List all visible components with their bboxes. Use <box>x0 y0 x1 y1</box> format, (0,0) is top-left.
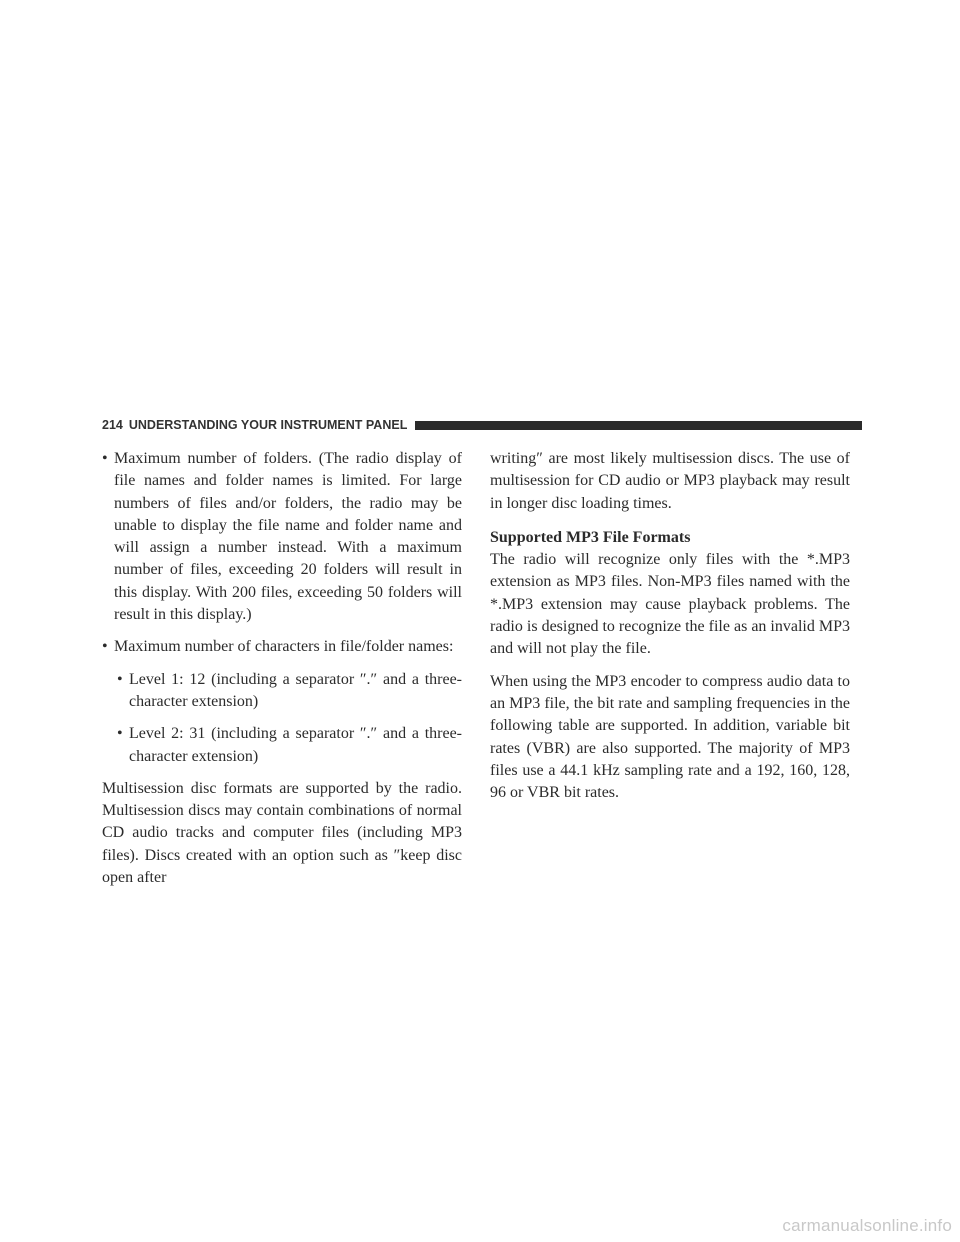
bullet-icon: • <box>102 638 108 656</box>
bullet-icon: • <box>117 725 123 743</box>
header-rule <box>415 421 862 430</box>
section-heading: Supported MP3 File Formats <box>490 528 691 546</box>
right-column <box>490 448 850 814</box>
list-item <box>102 448 462 626</box>
paragraph: The radio will recognize only files with the *.MP3 extension as MP3 files. Non-MP3 files named with the *.MP3 extension may cause playback problems. The radio is designed to recognize the file as an invalid MP3 and will not play the file. <box>490 551 850 658</box>
left-column <box>102 448 462 899</box>
list-item <box>102 636 462 658</box>
bullet-text: Level 1: 12 (including a separator ″.″ and a three-character extension) <box>129 670 462 710</box>
bullet-text: Maximum number of folders. (The radio display of file names and folder names is limited. For large numbers of files and/or folders, the radio may be unable to display the file name and folder name and will assign a number instead. With a maximum number of files, exceeding 20 folders will result in this display. With 200 files, exceeding 50 folders will result in this display.) <box>114 450 462 624</box>
page-header <box>102 418 862 432</box>
paragraph: When using the MP3 encoder to compress audio data to an MP3 file, the bit rate and sampling frequencies in the following table are supported. In addition, variable bit rates (VBR) are also supported. The majority of MP3 files use a 44.1 kHz sampling rate and a 192, 160, 128, 96 or VBR bit rates. <box>490 672 850 802</box>
bullet-icon: • <box>102 450 108 467</box>
paragraph: writing″ are most likely multisession discs. The use of multisession for CD audio or MP3 playback may result in longer disc loading times. <box>490 450 850 512</box>
bullet-icon: • <box>117 670 123 688</box>
paragraph: Multisession disc formats are supported by the radio. Multisession discs may contain combinations of normal CD audio tracks and computer files (including MP3 files). Discs created with an option such as ″keep disc open after <box>102 779 462 887</box>
sub-list-item <box>117 669 462 714</box>
bullet-text: Level 2: 31 (including a separator ″.″ and a three-character extension) <box>129 725 462 765</box>
watermark: carmanualsonline.info <box>782 1216 952 1235</box>
bullet-text: Maximum number of characters in file/folder names: <box>114 638 454 656</box>
sub-list-item <box>117 723 462 768</box>
section-title: UNDERSTANDING YOUR INSTRUMENT PANEL <box>128 418 408 432</box>
page-number: 214 <box>102 418 123 432</box>
